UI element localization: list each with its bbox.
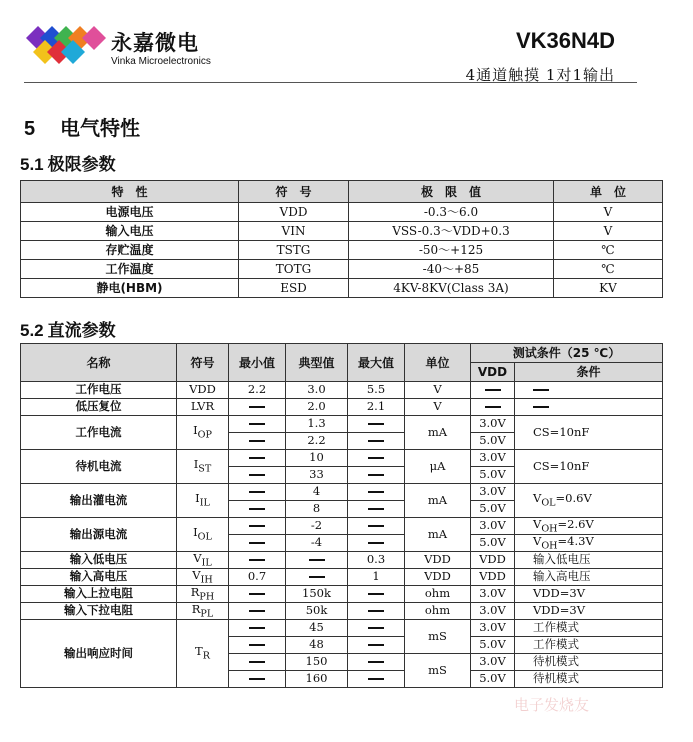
table-row: 输入电压 VIN VSS-0.3～VDD+0.3 V [21, 222, 663, 241]
dash-mark [249, 593, 265, 595]
dash-mark [249, 661, 265, 663]
table-row: 待机电流 $I_{ST}$ 10 μA 3.0V CS=10nF [21, 450, 663, 467]
table-row: 存贮温度 TSTG -50～+125 ℃ [21, 241, 663, 260]
col-header-name: 名称 [21, 344, 177, 382]
table-row: 电源电压 VDD -0.3～6.0 V [21, 203, 663, 222]
dash-mark [368, 627, 384, 629]
table-row: 输入低电压 $V_{IL}$ 0.3 VDD VDD 输入低电压 [21, 552, 663, 569]
dash-mark [249, 406, 265, 408]
table-row: 输入高电压 $V_{IH}$ 0.7 1 VDD VDD 输入高电压 [21, 569, 663, 586]
col-header-limit: 极 限 值 [349, 181, 554, 203]
dash-mark [309, 576, 325, 578]
section-5-1-heading: 5.1 极限参数 [20, 155, 116, 175]
dash-mark [249, 440, 265, 442]
header-divider [24, 82, 637, 83]
table-row: 输出响应时间 $T_R$ 45 mS 3.0V 工作模式 [21, 620, 663, 637]
dash-mark [368, 644, 384, 646]
col-header-condition: 条件 [515, 363, 663, 382]
table-row: 工作温度 TOTG -40～+85 ℃ [21, 260, 663, 279]
table-row: 工作电压 VDD 2.2 3.0 5.5 V [21, 382, 663, 399]
dc-parameters-table [20, 343, 663, 688]
col-header-unit: 单位 [405, 344, 471, 382]
section-5-heading: 5 电气特性 [24, 116, 140, 140]
dash-mark [249, 508, 265, 510]
dash-mark [485, 389, 501, 391]
watermark: 电子发烧友 [514, 696, 590, 714]
dash-mark [249, 423, 265, 425]
absolute-max-table [20, 180, 663, 298]
table-row: 2.2 5.0V [21, 433, 663, 450]
table-row: 输入上拉电阻 $R_{PH}$ 150k ohm 3.0V VDD=3V [21, 586, 663, 603]
col-header-max: 最大值 [348, 344, 405, 382]
dash-mark [485, 406, 501, 408]
section-5-2-heading: 5.2 直流参数 [20, 321, 116, 341]
table-row: 工作电流 $I_{OP}$ 1.3 mA 3.0V CS=10nF [21, 416, 663, 433]
table-row: 低压复位 LVR 2.0 2.1 V [21, 399, 663, 416]
brand-name-cn: 永嘉微电 [111, 31, 199, 55]
brand-name-en: Vinka Microelectronics [111, 56, 211, 67]
dash-mark [249, 474, 265, 476]
table-row: 48 5.0V 工作模式 [21, 637, 663, 654]
dash-mark [368, 610, 384, 612]
dash-mark [368, 525, 384, 527]
table-row: -4 5.0V $V_{OH}=4.3V$ [21, 535, 663, 552]
dash-mark [249, 678, 265, 680]
dash-mark [368, 440, 384, 442]
col-header-typ: 典型值 [286, 344, 348, 382]
product-subtitle: 4通道触摸 1对1输出 [465, 66, 615, 84]
dash-mark [368, 661, 384, 663]
dash-mark [249, 644, 265, 646]
table-row: 8 5.0V [21, 501, 663, 518]
dash-mark [533, 406, 549, 408]
col-header-symbol: 符 号 [239, 181, 349, 203]
col-header-test-conditions: 测试条件（25 ℃） [471, 344, 663, 363]
dash-mark [533, 389, 549, 391]
dash-mark [249, 457, 265, 459]
table-row: 输出灌电流 $I_{IL}$ 4 mA 3.0V $V_{OL}=0.6V$ [21, 484, 663, 501]
logo-diamond-pink [82, 26, 106, 50]
dash-mark [368, 593, 384, 595]
dash-mark [249, 542, 265, 544]
table-row: 静电(HBM) ESD 4KV-8KV(Class 3A) KV [21, 279, 663, 298]
col-header-min: 最小值 [229, 344, 286, 382]
dash-mark [368, 474, 384, 476]
dash-mark [249, 627, 265, 629]
table-row: 150 mS 3.0V 待机模式 [21, 654, 663, 671]
table-row: 输入下拉电阻 $R_{PL}$ 50k ohm 3.0V VDD=3V [21, 603, 663, 620]
col-header-symbol: 符号 [177, 344, 229, 382]
dash-mark [309, 559, 325, 561]
col-header-unit: 单 位 [554, 181, 663, 203]
dash-mark [368, 508, 384, 510]
table-header-row [21, 344, 663, 363]
table-row: 160 5.0V 待机模式 [21, 671, 663, 688]
dash-mark [368, 678, 384, 680]
col-header-characteristic: 特 性 [21, 181, 239, 203]
model-number: VK36N4D [515, 28, 615, 53]
dash-mark [249, 525, 265, 527]
table-row: 输出源电流 $I_{OL}$ -2 mA 3.0V $V_{OH}=2.6V$ [21, 518, 663, 535]
dash-mark [368, 457, 384, 459]
dash-mark [368, 542, 384, 544]
col-header-vdd: VDD [471, 363, 515, 382]
table-row: 33 5.0V [21, 467, 663, 484]
table-header-row [21, 181, 663, 203]
dash-mark [249, 559, 265, 561]
dash-mark [249, 491, 265, 493]
dash-mark [249, 610, 265, 612]
dash-mark [368, 423, 384, 425]
dash-mark [368, 491, 384, 493]
